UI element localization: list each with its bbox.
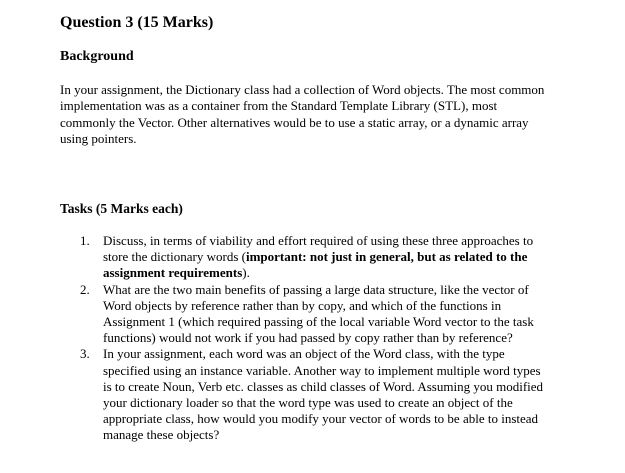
task-line: What are the two main benefits of passing a large data structure, like the vector of (103, 281, 529, 297)
task-text: ). (242, 265, 250, 281)
task-line: functions) would not work if you had passed by copy rather than by reference? (103, 330, 513, 346)
background-line: In your assignment, the Dictionary class had a collection of Word objects. The most common (60, 82, 545, 97)
task-line: Word objects by reference rather than by copy, and which of the functions in (103, 297, 502, 313)
task-emphasis: assignment requirements (103, 265, 243, 281)
task-number: 2. (80, 281, 90, 297)
task-line: appropriate class, how would you modify your vector of words to be able to instead (103, 411, 539, 427)
task-line: manage these objects? (103, 427, 220, 443)
background-line: commonly the Vector. Other alternatives would be to use a static array, or a dynamic array (60, 114, 529, 130)
background-line: using pointers. (60, 131, 137, 147)
task-number: 1. (80, 233, 90, 248)
background-line: implementation was as a container from the Standard Template Library (STL), most (60, 98, 498, 114)
task-line: is to create Noun, Verb etc. classes as child classes of Word. Assuming you modified (103, 378, 544, 394)
task-item-1 (80, 233, 610, 282)
task-item-3 (80, 346, 610, 443)
task-item-2 (80, 282, 610, 347)
task-emphasis: important: not just in general, but as related to the (245, 249, 528, 265)
task-line: Assignment 1 (which required passing of the local variable Word vector to the task (103, 314, 534, 330)
task-line: your dictionary loader so that the word type was used to create an object of the (103, 395, 513, 411)
task-line: specified using an instance variable. Another way to implement multiple word types (103, 362, 541, 378)
task-number: 3. (80, 346, 90, 362)
task-line: In your assignment, each word was an object of the Word class, with the type (103, 346, 505, 362)
question-title: Question 3 (15 Marks) (60, 14, 214, 31)
background-paragraph (60, 82, 605, 148)
background-heading: Background (60, 49, 134, 64)
task-line (103, 249, 610, 265)
task-list (80, 233, 610, 444)
task-line (103, 265, 610, 281)
task-line: Discuss, in terms of viability and effort required of using these three approaches to (103, 233, 534, 248)
task-text: store the dictionary words ( (103, 249, 246, 265)
tasks-heading: Tasks (5 Marks each) (60, 201, 183, 216)
